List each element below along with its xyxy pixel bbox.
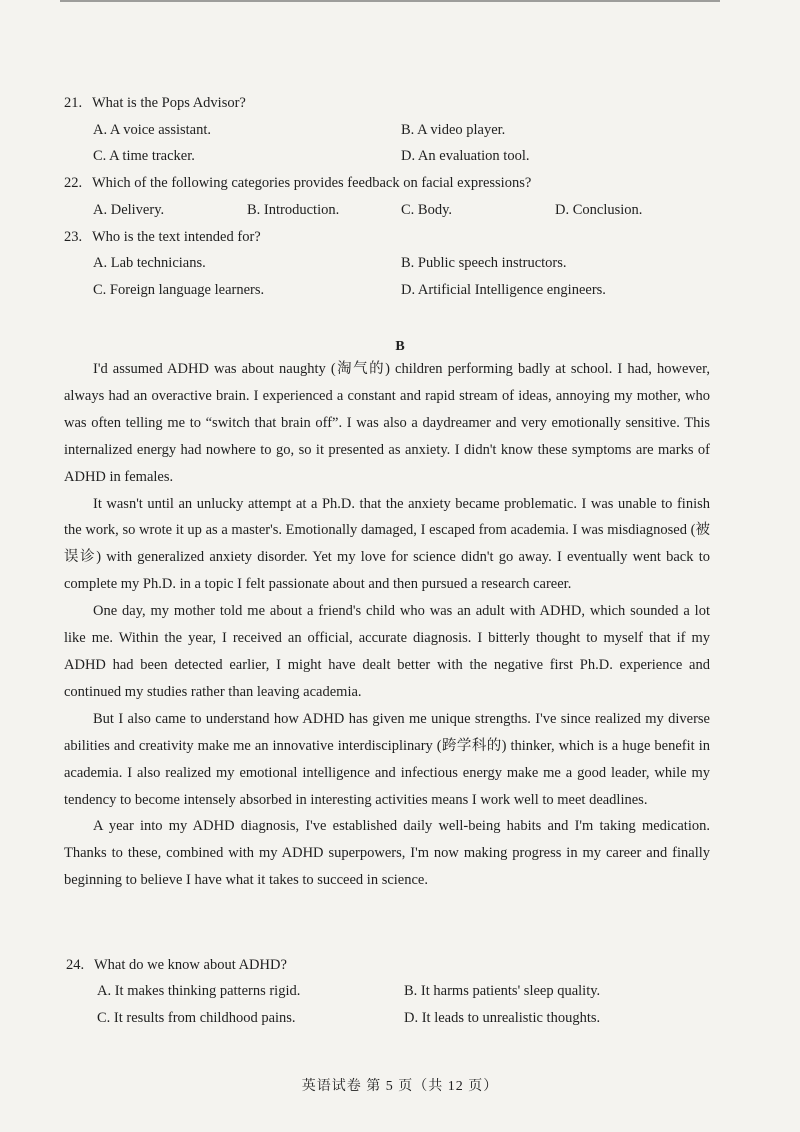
question-24-option-a[interactable]: A. It makes thinking patterns rigid. [97, 983, 301, 999]
question-23-number: 23. [64, 229, 83, 245]
question-24-option-c[interactable]: C. It results from childhood pains. [97, 1010, 296, 1026]
reading-passage [64, 356, 710, 894]
question-24-text: What do we know about ADHD? [94, 957, 287, 973]
passage-paragraph: One day, my mother told me about a friend's child who was an adult with ADHD, which sounded a lot like me. Within the year, I received an official, accurate diagnosis. I bitterly thought to myself that if my ADHD had been detected earlier, I might have dealt better with the negative first Ph.D. experience and continued my studies rather than leaving academia. [64, 603, 710, 700]
question-22-option-d[interactable]: D. Conclusion. [555, 202, 643, 218]
passage-paragraph: It wasn't until an unlucky attempt at a Ph.D. that the anxiety became problematic. I was unable to finish the work, so wrote it up as a master's. Emotionally damaged, I escaped from academia. I was misdiagnosed (被误诊) with generalized anxiety disorder. Yet my love for science didn't go away. I eventually went back to complete my Ph.D. in a topic I felt passionate about and then pursued a research career. [64, 495, 710, 593]
question-21-option-c[interactable]: C. A time tracker. [93, 148, 195, 164]
question-24-option-d[interactable]: D. It leads to unrealistic thoughts. [404, 1010, 601, 1026]
question-24-option-b[interactable]: B. It harms patients' sleep quality. [404, 983, 601, 999]
question-23-option-b[interactable]: B. Public speech instructors. [401, 255, 567, 271]
question-21-option-b[interactable]: B. A video player. [401, 122, 506, 138]
question-23-stem [64, 229, 261, 246]
question-22-text: Which of the following categories provides feedback on facial expressions? [92, 175, 532, 191]
question-22-number: 22. [64, 175, 83, 191]
question-24-stem [66, 957, 287, 974]
question-21-stem [64, 95, 246, 112]
question-21-option-a[interactable]: A. A voice assistant. [93, 122, 212, 138]
question-22-option-c[interactable]: C. Body. [401, 202, 453, 218]
question-24-number: 24. [66, 957, 85, 973]
passage-paragraph: A year into my ADHD diagnosis, I've established daily well-being habits and I'm taking medication. Thanks to these, combined with my ADHD superpowers, I'm now making progress in my career and finally beginning to believe I have what it takes to succeed in science. [64, 818, 710, 889]
question-23-text: Who is the text intended for? [92, 229, 261, 245]
question-23-option-d[interactable]: D. Artificial Intelligence engineers. [401, 282, 606, 298]
passage-paragraph: But I also came to understand how ADHD has given me unique strengths. I've since realized my diverse abilities and creativity make me an innovative interdisciplinary (跨学科的) thinker, which is a huge benefit in academia. I also realized my emotional intelligence and infectious energy make me a good leader, while my tendency to become intensely absorbed in interesting activities means I work well to meet deadlines. [64, 710, 710, 808]
question-21-option-d[interactable]: D. An evaluation tool. [401, 148, 530, 164]
passage-paragraph: I'd assumed ADHD was about naughty (淘气的) children performing badly at school. I had, however, always had an overactive brain. I experienced a constant and rapid stream of ideas, annoying my mother, who was often telling me to “switch that brain off”. I was also a daydreamer and very emotionally sensitive. This internalized energy had nowhere to go, so it presented as anxiety. I didn't know these symptoms are marks of ADHD in females. [64, 361, 710, 485]
question-21-number: 21. [64, 95, 83, 111]
question-22-stem [64, 175, 531, 192]
page-footer: 英语试卷 第 5 页（共 12 页） [301, 1079, 499, 1094]
question-23-option-c[interactable]: C. Foreign language learners. [93, 282, 265, 298]
question-23-option-a[interactable]: A. Lab technicians. [93, 255, 206, 271]
question-21-text: What is the Pops Advisor? [92, 95, 246, 111]
question-22-option-a[interactable]: A. Delivery. [93, 202, 165, 218]
section-title: B [395, 339, 405, 354]
question-22-option-b[interactable]: B. Introduction. [247, 202, 340, 218]
